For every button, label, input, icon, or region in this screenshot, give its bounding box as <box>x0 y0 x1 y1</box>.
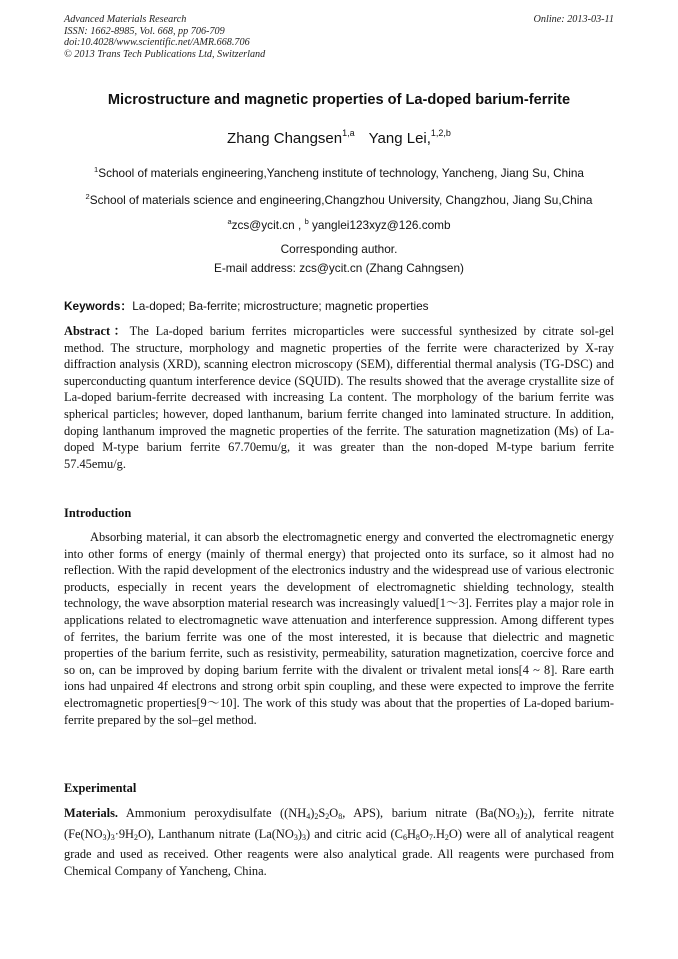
affiliation-1-text: School of materials engineering,Yancheng institute of technology, Yancheng, Jiang Su, China <box>98 166 584 180</box>
author-2-name: Yang Lei, <box>368 130 431 147</box>
abstract <box>64 323 614 472</box>
keywords-text: La-doped; Ba-ferrite; microstructure; magnetic properties <box>132 299 429 313</box>
affiliation-1 <box>40 165 638 180</box>
journal-header <box>64 14 265 61</box>
abstract-label: Abstract： <box>64 324 130 338</box>
affiliation-2 <box>40 192 638 207</box>
journal-doi: doi:10.4028/www.scientific.net/AMR.668.706 <box>64 37 250 49</box>
author-emails <box>60 217 618 232</box>
author-1-name: Zhang Changsen <box>227 130 343 147</box>
online-date: Online: 2013-03-11 <box>533 14 614 25</box>
introduction-paragraph: Absorbing material, it can absorb the electromagnetic energy and converted the electromagnetic energy into other forms of energy (mainly of thermal energy) that projected onto its surface, so it almost had no reflection. With the rapid development of the electronics industry and the widespread use of various electronic products, especially in recent years the development of electromagnetic shielding technology, stealth technology, the wave absorption material research was increasingly valued[1～3]. Ferrites play a major role in applications related to electromagnetic wave attenuation and interference suppression. Among different types of ferrites, the barium ferrite was one of the most interested, it is because that dielectric and magnetic properties of the barium ferrite, such as resistivity, permeability, saturation magnetization, coercive force and so on, can be improved by doping barium ferrite with the divalent or trivalent metal ions[4 ~ 8]. Rare earth ions had unpaired 4f electrons and strong orbit spin coupling, and these were expected to improve the ferrite electromagnetic properties[9～10]. The work of this study was about that the properties of La-doped barium-ferrite prepared by the sol–gel method. <box>64 530 614 727</box>
journal-name: Advanced Materials Research <box>64 14 187 25</box>
keywords-label: Keywords： <box>64 299 133 313</box>
journal-copyright: © 2013 Trans Tech Publications Ltd, Switzerland <box>64 49 266 61</box>
affiliation-2-text: School of materials science and engineering,Changzhou University, Changzhou, Jiang Su,China <box>89 193 593 207</box>
author-2-sup: 1,2,b <box>430 128 451 138</box>
author-line <box>60 128 618 147</box>
affiliation-1-sup: 1 <box>94 165 99 174</box>
introduction-heading: Introduction <box>64 506 132 520</box>
materials-label: Materials. <box>64 806 119 820</box>
corresponding-author-note: Corresponding author. <box>280 242 398 256</box>
email-a[interactable]: zcs@ycit.cn , <box>231 218 302 232</box>
affiliation-2-sup: 2 <box>85 192 90 201</box>
materials-paragraph: Materials. Ammonium peroxydisulfate ($(NH_4)_2S_2O_8$, APS), barium nitrate $(Ba(NO_3)_2)$, ferrite nitrate $(Fe(NO_3)_3\cdot 9H_2O)$, Lanthanum nitrate $(La(NO_3)_3)$ and citric acid $(C_6H_8O_7.H_2O)$ were all of analytical reagent grade and used as received. Other reagents were also analytical grade. All reagents were purchased from Chemical Company of Yancheng, China. <box>64 806 614 878</box>
paper-title: Microstructure and magnetic properties of La-doped barium-ferrite <box>107 92 571 108</box>
keywords <box>64 297 616 314</box>
corresponding-email: E-mail address: zcs@ycit.cn (Zhang Cahngsen) <box>214 261 464 275</box>
email-a-sup: a <box>227 217 232 226</box>
author-1-sup: 1,a <box>342 128 355 138</box>
abstract-text: The La-doped barium ferrites microparticles were successful synthesized by citrate sol-gel method. The structure, morphology and magnetic properties of the ferrite were characterized by X-ray diffraction analysis (XRD), scanning electron microscopy (SEM), differential thermal analysis (TG-DSC) and superconducting quantum interference device (SQUID). The results showed that the average crystallite size of La-doped barium-ferrite decreased with increasing La content. The morphology of the barium ferrite was spherical particles; however, doped lanthanum, barium ferrite changed into laminated structure. In addition, doping lanthanum improved the magnetic properties of the ferrite. The saturation magnetization (Ms) of La-doped M-type barium ferrite 67.70emu/g, it was greater than the non-doped M-type barium ferrite 57.45emu/g. <box>64 324 615 471</box>
email-b-sup: b <box>304 217 309 226</box>
journal-issn: ISSN: 1662-8985, Vol. 668, pp 706-709 <box>64 25 225 37</box>
experimental-heading: Experimental <box>64 781 137 795</box>
email-b[interactable]: yanglei123xyz@126.comb <box>312 218 451 232</box>
